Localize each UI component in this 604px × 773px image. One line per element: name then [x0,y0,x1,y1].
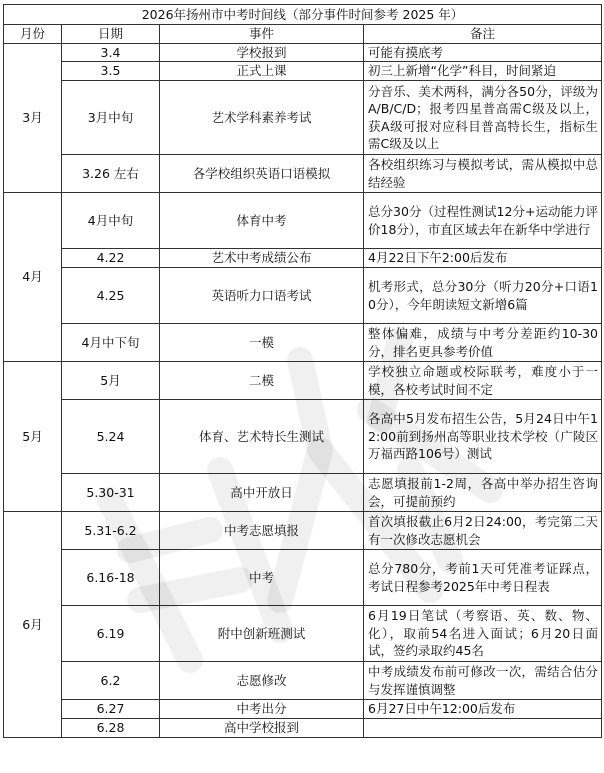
row-note: 4月22日下午2:00后发布 [364,249,602,268]
row-event: 学校报到 [160,43,364,62]
row-date: 3.26 左右 [62,155,160,193]
table-row [4,268,602,324]
row-note: 6月19日笔试（考察语、英、数、物、化），取前54名进入面试；6月20日面试，签约录取约45名 [364,606,602,662]
row-date: 5.31-6.2 [62,512,160,550]
row-event: 附中创新班测试 [160,606,364,662]
row-date: 5月 [62,362,160,400]
row-event: 中考 [160,550,364,606]
row-event: 高中开放日 [160,474,364,512]
row-note: 志愿填报前1-2周，各高中举办招生咨询会，可提前预约 [364,474,602,512]
row-note: 中考成绩发布前可修改一次，需结合估分与发挥谨慎调整 [364,662,602,700]
row-event: 二模 [160,362,364,400]
row-date: 6.2 [62,662,160,700]
row-event: 一模 [160,324,364,362]
header-date: 日期 [62,25,160,44]
table-row [4,249,602,268]
row-note [364,719,602,738]
table-row [4,155,602,193]
row-date: 4.22 [62,249,160,268]
table-row [4,362,602,400]
row-date: 3.4 [62,43,160,62]
row-note: 各高中5月发布招生公告，5月24日中午12:00前到扬州高等职业技术学校（广陵区万福西路106号）测试 [364,400,602,474]
month-june: 6月 [4,512,62,738]
row-note: 各校组织练习与模拟考试，需从模拟中总结经验 [364,155,602,193]
header-note: 备注 [364,25,602,44]
row-note: 初三上新增“化学”科目，时间紧迫 [364,62,602,81]
row-date: 3.5 [62,62,160,81]
timeline-table [3,4,602,738]
row-date: 6.19 [62,606,160,662]
row-event: 英语听力口语考试 [160,268,364,324]
row-note: 6月27日中午12:00后发布 [364,700,602,719]
row-event: 各学校组织英语口语模拟 [160,155,364,193]
row-event: 中考志愿填报 [160,512,364,550]
table-row [4,474,602,512]
month-april: 4月 [4,193,62,362]
row-date: 6.16-18 [62,550,160,606]
table-row [4,62,602,81]
row-event: 中考出分 [160,700,364,719]
row-date: 4月中旬 [62,193,160,249]
row-event: 志愿修改 [160,662,364,700]
row-event: 体育中考 [160,193,364,249]
row-note: 总分780分，考前1天可凭准考证踩点，考试日程参考2025年中考日程表 [364,550,602,606]
month-may: 5月 [4,362,62,512]
header-month: 月份 [4,25,62,44]
row-note: 学校独立命题或校际联考，难度小于一模，各校考试时间不定 [364,362,602,400]
table-row [4,324,602,362]
table-row [4,400,602,474]
row-note: 整体偏难，成绩与中考分差距约10-30分，排名更具参考价值 [364,324,602,362]
header-event: 事件 [160,25,364,44]
row-event: 艺术学科素养考试 [160,81,364,155]
row-date: 6.27 [62,700,160,719]
table-row [4,43,602,62]
row-date: 6.28 [62,719,160,738]
row-note: 总分30分（过程性测试12分+运动能力评价18分），市直区域去年在新华中学进行 [364,193,602,249]
table-row [4,81,602,155]
table-row [4,700,602,719]
row-date: 5.24 [62,400,160,474]
row-date: 3月中旬 [62,81,160,155]
table-row [4,719,602,738]
row-date: 4月中下旬 [62,324,160,362]
row-event: 高中学校报到 [160,719,364,738]
row-event: 艺术中考成绩公布 [160,249,364,268]
row-event: 正式上课 [160,62,364,81]
table-row [4,512,602,550]
table-title: 2026年扬州市中考时间线（部分事件时间参考 2025 年） [4,5,602,25]
month-march: 3月 [4,43,62,193]
table-row [4,550,602,606]
row-note: 分音乐、美术两科，满分各50分，评级为A/B/C/D；报考四星普高需C级及以上，获A级可报对应科目普高特长生，指标生需C级及以上 [364,81,602,155]
row-date: 5.30-31 [62,474,160,512]
row-note: 机考形式，总分30分（听力20分+口语10分），今年朗读短文新增6篇 [364,268,602,324]
table-row [4,193,602,249]
row-date: 4.25 [62,268,160,324]
table-row [4,662,602,700]
row-note: 首次填报截止6月2日24:00，考完第二天有一次修改志愿机会 [364,512,602,550]
row-note: 可能有摸底考 [364,43,602,62]
row-event: 体育、艺术特长生测试 [160,400,364,474]
table-row [4,606,602,662]
